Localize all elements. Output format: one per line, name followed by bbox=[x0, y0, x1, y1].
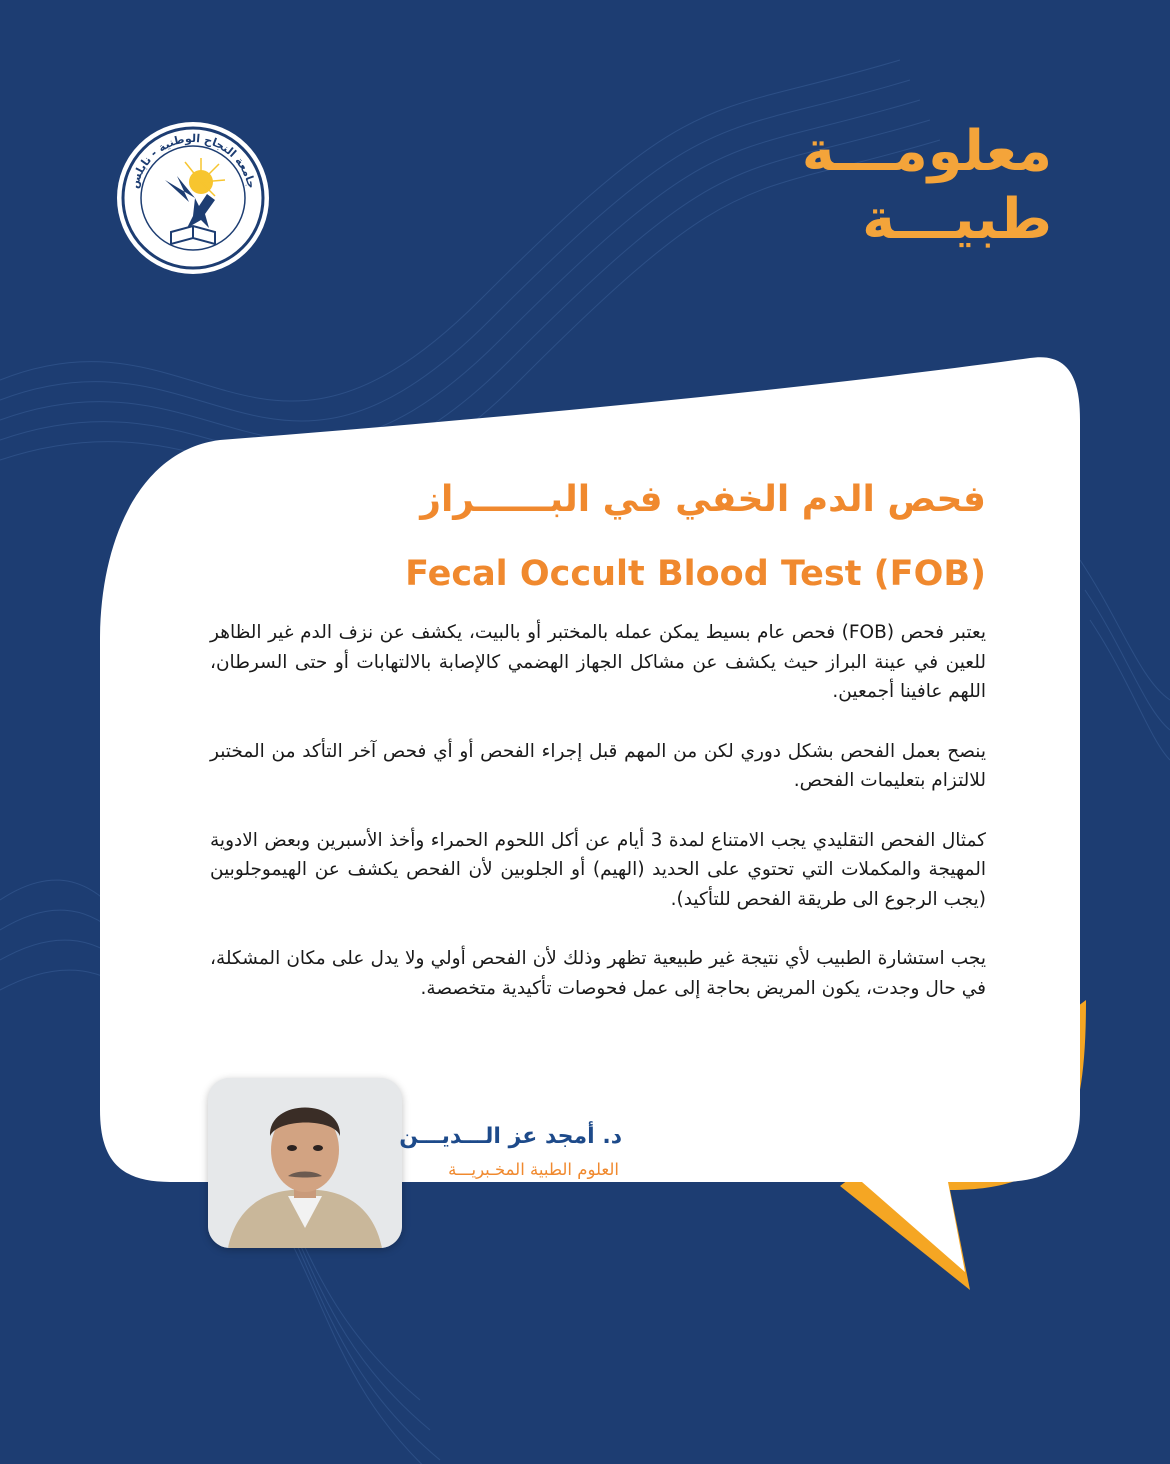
article-body bbox=[210, 618, 986, 1003]
header-line-2: طبيـــة bbox=[862, 187, 1052, 252]
author-portrait-icon bbox=[208, 1078, 402, 1248]
article-title-english: Fecal Occult Blood Test (FOB) bbox=[405, 554, 986, 594]
paragraph: يجب استشارة الطبيب لأي نتيجة غير طبيعية تظهر وذلك لأن الفحص أولي ولا يدل على مكان المشكلة، في حال وجدت، يكون المريض بحاجة إلى عمل فحوصات تأكيدية متخصصة. bbox=[210, 948, 986, 999]
paragraph: كمثال الفحص التقليدي يجب الامتناع لمدة 3 أيام عن أكل اللحوم الحمراء وأخذ الأسبرين وبعض الادوية المهيجة والمكملات التي تحتوي على الحديد (الهيم) أو الجلوبين لأن الفحص يكشف عن الهيموجلوبين (يجب الرجوع الى طريقة الفحص للتأكيد). bbox=[210, 829, 986, 910]
author-photo bbox=[208, 1078, 402, 1248]
paragraph: يعتبر فحص (FOB) فحص عام بسيط يمكن عمله بالمختبر أو بالبيت، يكشف عن نزف الدم غير الظاهر للعين في عينة البراز حيث يكشف عن مشاكل الجهاز الهضمي كالإصابة بالالتهابات أو حتى السرطان، اللهم عافينا أجمعين. bbox=[210, 622, 986, 702]
header-line-1: معلومـــة bbox=[801, 119, 1052, 184]
article-content bbox=[210, 470, 986, 1003]
logo-ring-text: جامعة النجاح الوطنية - نابلس bbox=[127, 131, 259, 190]
paragraph: ينصح بعمل الفحص بشكل دوري لكن من المهم قبل إجراء الفحص أو أي فحص آخر التأكد من المختبر للالتزام بتعليمات الفحص. bbox=[210, 740, 986, 791]
author-department: العلوم الطبية المخـبريـــة bbox=[448, 1160, 619, 1179]
author-name: د. أمجد عز الـــديـــن bbox=[399, 1124, 622, 1149]
article-title-arabic: فحص الدم الخفي في البــــــراز bbox=[420, 479, 986, 520]
